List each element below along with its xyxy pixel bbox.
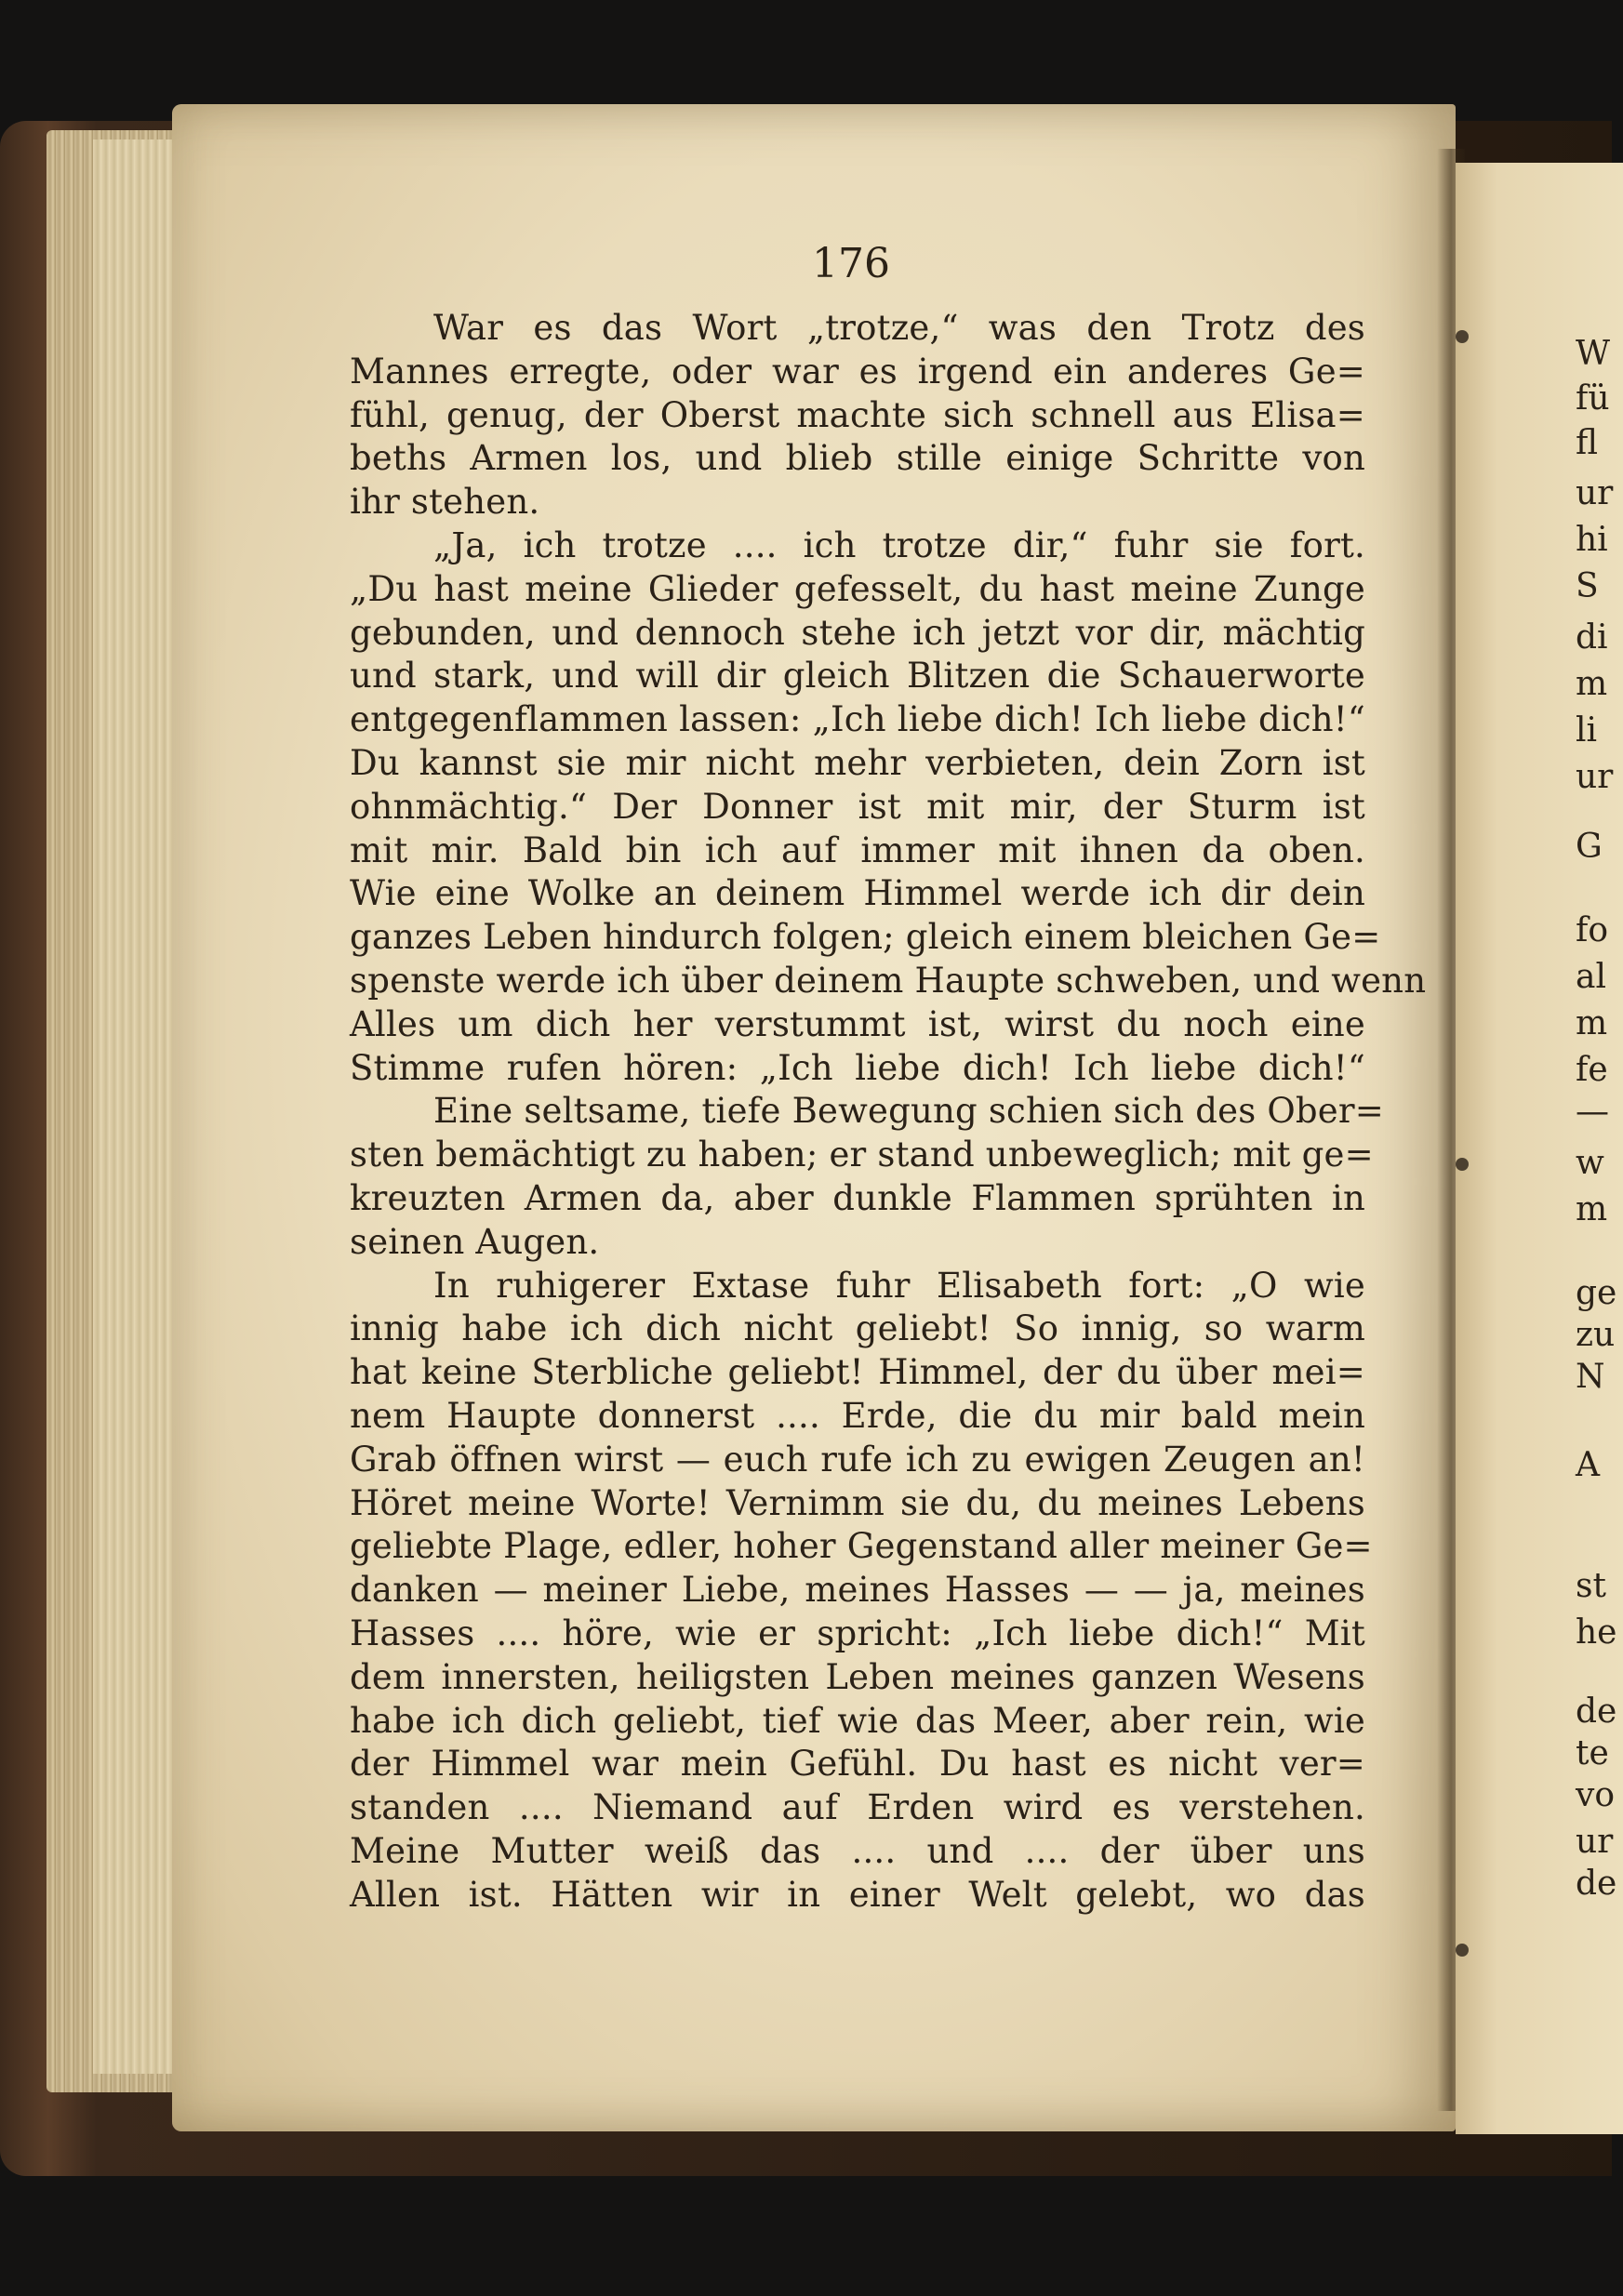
text-line: ihr stehen.: [350, 482, 540, 523]
ink-mark: [1456, 1158, 1469, 1171]
ink-mark: [1456, 1944, 1469, 1957]
text-line: seinen Augen.: [350, 1221, 600, 1262]
facing-fragment: w: [1576, 1144, 1604, 1182]
text-line: Höret meine Worte! Vernimm sie du, du meines Lebens: [350, 1482, 1365, 1523]
facing-fragment: m: [1576, 1190, 1608, 1228]
ink-mark: [1456, 330, 1469, 343]
facing-fragment: vo: [1576, 1776, 1616, 1814]
text-line: standen .... Niemand auf Erden wird es verstehen.: [350, 1787, 1365, 1828]
text-line: War es das Wort „trotze,“ was den Trotz des: [433, 308, 1365, 348]
text-line: entgegenflammen lassen: „Ich liebe dich! Ich liebe dich!“: [350, 699, 1365, 740]
text-line: kreuzten Armen da, aber dunkle Flammen sprühten in: [350, 1177, 1365, 1218]
facing-fragment: li: [1576, 711, 1598, 750]
text-line: Stimme rufen hören: „Ich liebe dich! Ich liebe dich!“: [350, 1047, 1365, 1088]
facing-fragment: di: [1576, 618, 1608, 657]
facing-fragment: he: [1576, 1613, 1617, 1652]
facing-fragment: ur: [1576, 758, 1614, 796]
facing-fragment: m: [1576, 665, 1608, 703]
text-line: sten bemächtigt zu haben; er stand unbeweglich; mit ge=: [350, 1135, 1374, 1175]
text-line: „Du hast meine Glieder gefesselt, du hast meine Zunge: [350, 568, 1365, 609]
facing-fragment: al: [1576, 958, 1606, 996]
text-line: Hasses .... höre, wie er spricht: „Ich liebe dich!“ Mit: [350, 1613, 1365, 1653]
facing-fragment: fo: [1576, 911, 1608, 949]
facing-fragment: fe: [1576, 1051, 1608, 1089]
facing-fragment: zu: [1576, 1316, 1616, 1354]
text-line: Mannes erregte, oder war es irgend ein anderes Ge=: [350, 351, 1365, 392]
page-text: [350, 307, 1427, 1917]
facing-fragment: fl: [1576, 424, 1599, 462]
facing-fragment: W: [1576, 335, 1611, 373]
text-line: und stark, und will dir gleich Blitzen die Schauerworte: [350, 656, 1365, 697]
facing-fragment: ur: [1576, 474, 1614, 512]
text-line: Du kannst sie mir nicht mehr verbieten, dein Zorn ist: [350, 742, 1365, 783]
text-line: Alles um dich her verstummt ist, wirst du noch eine: [350, 1003, 1365, 1044]
page-number: 176: [812, 240, 890, 287]
facing-fragment: te: [1576, 1734, 1609, 1772]
text-line: Meine Mutter weiß das .... und .... der über uns: [350, 1830, 1365, 1871]
text-line: spenste werde ich über deinem Haupte schweben, und wenn: [350, 960, 1427, 1001]
text-line: „Ja, ich trotze .... ich trotze dir,“ fuhr sie fort.: [433, 524, 1365, 565]
text-line: gebunden, und dennoch stehe ich jetzt vor dir, mächtig: [350, 612, 1365, 653]
text-line: Wie eine Wolke an deinem Himmel werde ich dir dein: [350, 873, 1365, 914]
text-line: In ruhigerer Extase fuhr Elisabeth fort: „O wie: [433, 1265, 1365, 1306]
facing-fragment: m: [1576, 1004, 1608, 1042]
facing-fragment: fü: [1576, 379, 1610, 418]
facing-fragment: st: [1576, 1567, 1606, 1605]
text-line: mit mir. Bald bin ich auf immer mit ihnen da oben.: [350, 829, 1365, 870]
facing-fragment: S: [1576, 567, 1599, 605]
text-line: Eine seltsame, tiefe Bewegung schien sich des Ober=: [433, 1091, 1384, 1132]
text-line: dem innersten, heiligsten Leben meines ganzen Wesens: [350, 1656, 1365, 1697]
text-line: fühl, genug, der Oberst machte sich schnell aus Elisa=: [350, 394, 1365, 435]
text-line: danken — meiner Liebe, meines Hasses — — ja, meines: [350, 1570, 1365, 1611]
text-line: innig habe ich dich nicht geliebt! So innig, so warm: [350, 1308, 1365, 1349]
text-line: ganzes Leben hindurch folgen; gleich einem bleichen Ge=: [350, 917, 1381, 958]
facing-fragment: de: [1576, 1865, 1617, 1903]
facing-fragment: de: [1576, 1692, 1617, 1731]
text-line: der Himmel war mein Gefühl. Du hast es nicht ver=: [350, 1744, 1365, 1785]
facing-fragment: ge: [1576, 1274, 1617, 1312]
facing-fragment: —: [1576, 1093, 1609, 1131]
text-line: ohnmächtig.“ Der Donner ist mit mir, der Sturm ist: [350, 786, 1365, 827]
text-line: hat keine Sterbliche geliebt! Himmel, der du über mei=: [350, 1352, 1365, 1393]
facing-fragment: N: [1576, 1358, 1605, 1396]
facing-fragment: hi: [1576, 521, 1608, 559]
text-line: Grab öffnen wirst — euch rufe ich zu ewigen Zeugen an!: [350, 1439, 1365, 1480]
text-line: geliebte Plage, edler, hoher Gegenstand aller meiner Ge=: [350, 1526, 1373, 1567]
facing-fragment: ur: [1576, 1823, 1614, 1861]
facing-fragment: A: [1576, 1446, 1600, 1484]
text-line: beths Armen los, und blieb stille einige Schritte von: [350, 438, 1365, 479]
text-line: habe ich dich geliebt, tief wie das Meer, aber rein, wie: [350, 1700, 1365, 1741]
text-line: Allen ist. Hätten wir in einer Welt gelebt, wo das: [350, 1874, 1365, 1915]
facing-fragment: G: [1576, 828, 1603, 866]
text-line: nem Haupte donnerst .... Erde, die du mir bald mein: [350, 1395, 1365, 1436]
